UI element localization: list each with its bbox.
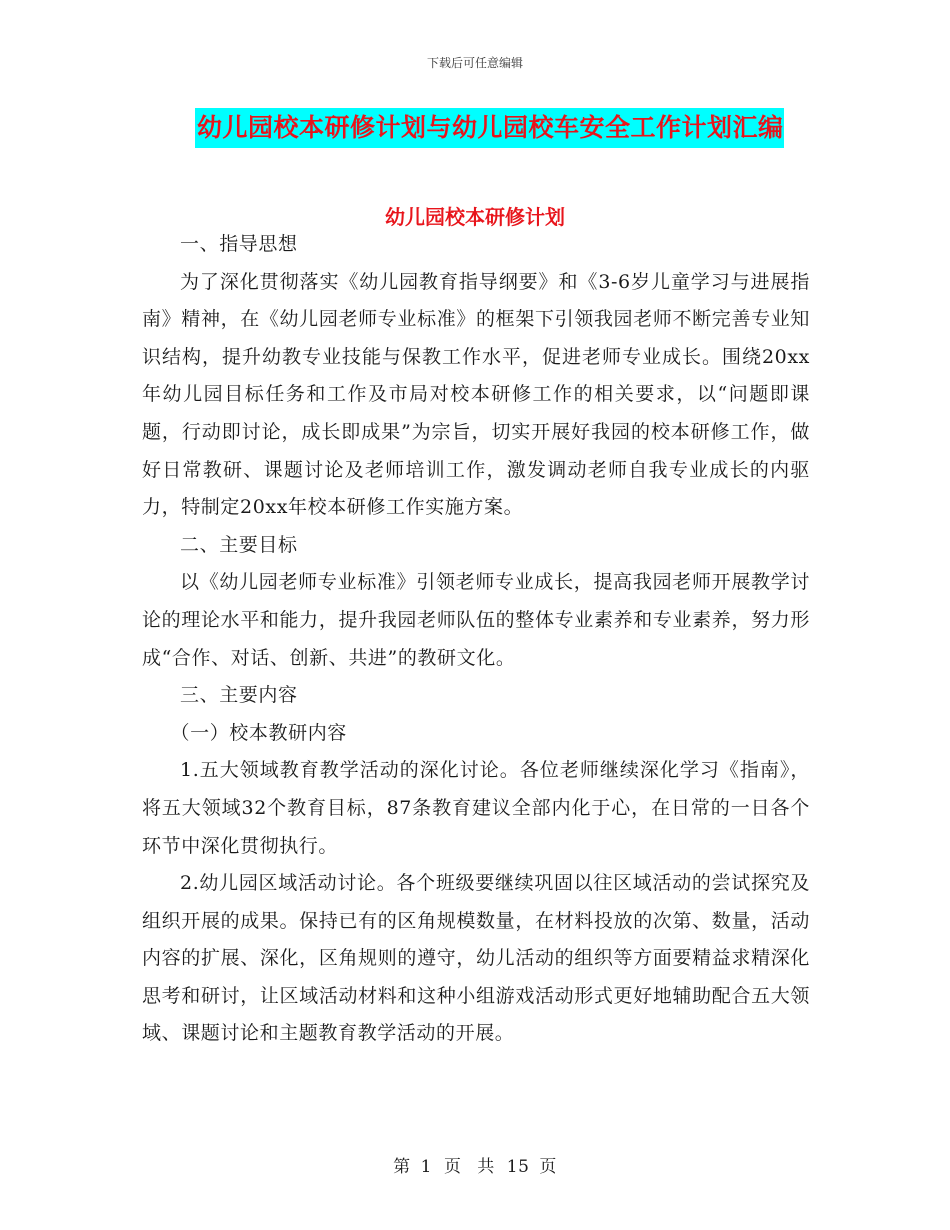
footer-page-number: 1 xyxy=(420,1157,432,1177)
heading-guiding-ideology: 一、指导思想 xyxy=(180,233,298,255)
footer-total-word: 共 xyxy=(477,1157,495,1177)
footer-prefix: 第 xyxy=(393,1157,411,1177)
document-main-title-block xyxy=(195,108,784,148)
paragraph-main-goals: 以《幼儿园老师专业标准》引领老师专业成长，提高我园老师开展教学讨论的理论水平和能力，提升我园老师队伍的整体专业素养和专业素养，努力形成“合作、对话、创新、共进”的教研文化。 xyxy=(142,571,810,669)
page-header-note: 下载后可任意编辑 xyxy=(426,56,523,70)
footer-page-word: 页 xyxy=(443,1157,462,1177)
list-item-five-domains: 1.五大领域教育教学活动的深化讨论。各位老师继续深化学习《指南》，将五大领域32个教育目标，87条教育建议全部内化于心，在日常的一日各个环节中深化贯彻执行。 xyxy=(142,759,810,857)
subheading-school-research: （一）校本教研内容 xyxy=(170,721,347,744)
section-title: 幼儿园校本研修计划 xyxy=(385,205,565,229)
page-footer xyxy=(0,1152,950,1177)
heading-main-content: 三、主要内容 xyxy=(180,684,298,707)
footer-suffix: 页 xyxy=(539,1157,557,1177)
document-main-title: 幼儿园校本研修计划与幼儿园校车安全工作计划汇编 xyxy=(195,108,784,148)
document-body xyxy=(142,226,810,1053)
footer-total-pages: 15 xyxy=(506,1157,530,1177)
heading-main-goals: 二、主要目标 xyxy=(180,533,298,556)
list-item-regional-activities: 2.幼儿园区域活动讨论。各个班级要继续巩固以往区域活动的尝试探究及组织开展的成果。保持已有的区角规模数量，在材料投放的次第、数量，活动内容的扩展、深化，区角规则的遵守，幼儿活动的组织等方面要精益求精深化思考和研讨，让区域活动材料和这种小组游戏活动形式更好地辅助配合五大领域、课题讨论和主题教育教学活动的开展。 xyxy=(142,872,810,1045)
paragraph-guiding-ideology: 为了深化贯彻落实《幼儿园教育指导纲要》和《3-6岁儿童学习与进展指南》精神，在《幼儿园老师专业标准》的框架下引领我园老师不断完善专业知识结构，提升幼教专业技能与保教工作水平，促进老师专业成长。围绕20xx年幼儿园目标任务和工作及市局对校本研修工作的相关要求，以“问题即课题，行动即讨论，成长即成果”为宗旨，切实开展好我园的校本研修工作，做好日常教研、课题讨论及老师培训工作，激发调动老师自我专业成长的内驱力，特制定20xx年校本研修工作实施方案。 xyxy=(142,270,810,519)
